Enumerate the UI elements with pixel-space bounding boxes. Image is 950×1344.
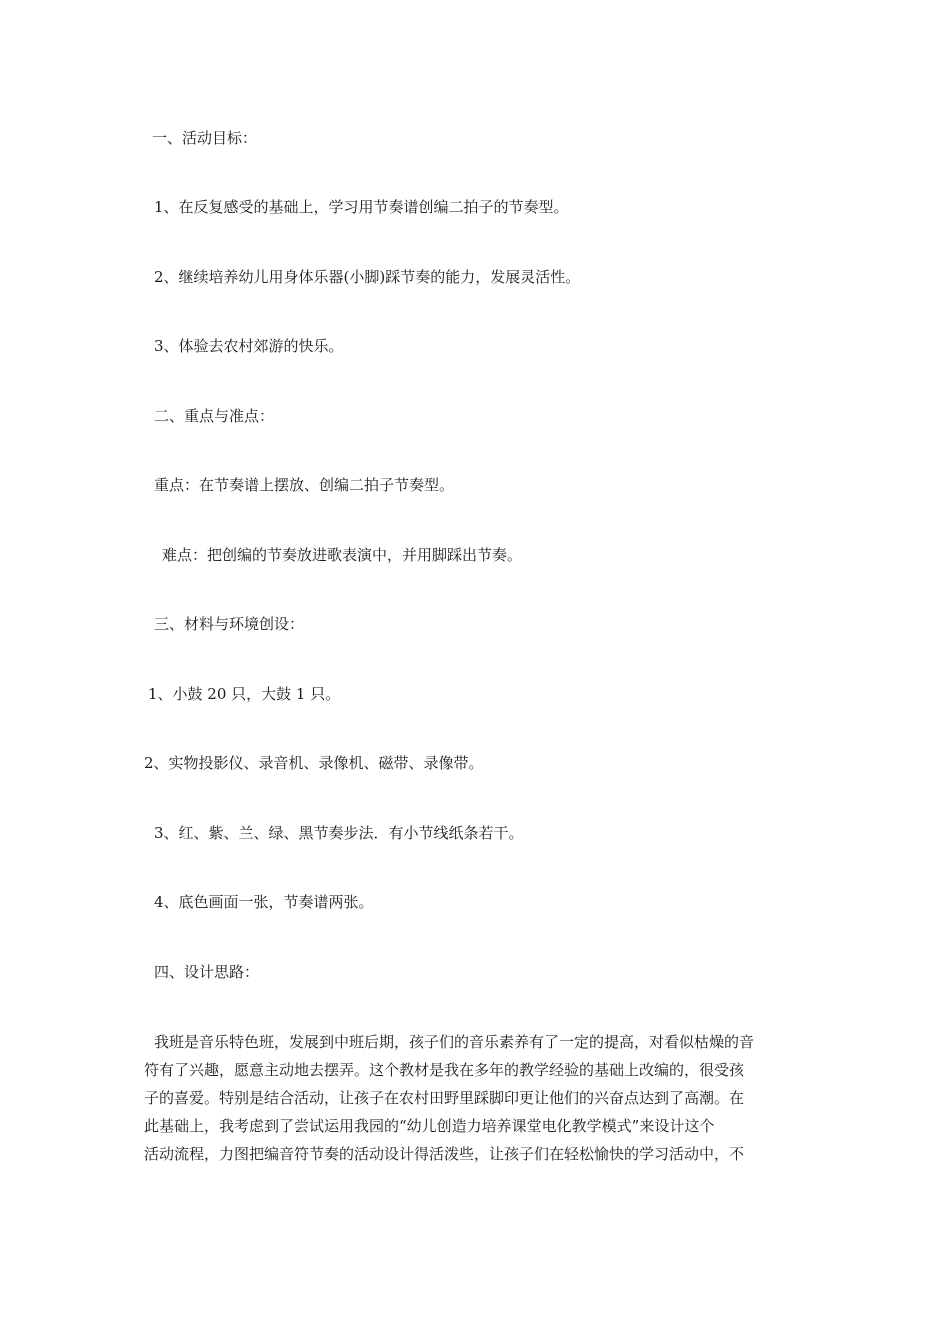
- paragraph-line: 我班是音乐特色班，发展到中班后期，孩子们的音乐素养有了一定的提高，对看似枯燥的音: [154, 1033, 755, 1051]
- heading-materials: 三、材料与环境创设：: [154, 615, 305, 633]
- goal-item-3: 3、体验去农村郊游的快乐。: [154, 337, 344, 355]
- paragraph-line: 活动流程，力图把编音符节奏的活动设计得活泼些，让孩子们在轻松愉快的学习活动中，不: [144, 1145, 745, 1163]
- material-item-1: 1、小鼓 20 只，大鼓 1 只。: [148, 685, 341, 703]
- goal-item-1: 1、在反复感受的基础上，学习用节奏谱创编二拍子的节奏型。: [154, 198, 569, 216]
- paragraph-line: 符有了兴趣，愿意主动地去摆弄。这个教材是我在多年的教学经验的基础上改编的，很受孩: [144, 1061, 745, 1079]
- goal-item-2: 2、继续培养幼儿用身体乐器(小脚)踩节奏的能力，发展灵活性。: [154, 268, 581, 286]
- heading-key-points: 二、重点与准点：: [154, 407, 275, 425]
- difficulty-text: 难点：把创编的节奏放进歌表演中，并用脚踩出节奏。: [162, 546, 523, 564]
- paragraph-line: 子的喜爱。特别是结合活动，让孩子在农村田野里踩脚印更让他们的兴奋点达到了高潮。在: [144, 1089, 745, 1107]
- heading-goals: 一、活动目标：: [152, 129, 258, 147]
- design-paragraph: [144, 1028, 808, 1168]
- key-point-text: 重点：在节奏谱上摆放、创编二拍子节奏型。: [154, 476, 455, 494]
- material-item-4: 4、底色画面一张，节奏谱两张。: [154, 893, 374, 911]
- material-item-3: 3、红、紫、兰、绿、黑节奏步法．有小节线纸条若干。: [154, 824, 524, 842]
- heading-design: 四、设计思路：: [154, 963, 260, 981]
- material-item-2: 2、实物投影仪、录音机、录像机、磁带、录像带。: [144, 754, 484, 772]
- paragraph-line: 此基础上，我考虑到了尝试运用我园的“幼儿创造力培养课堂电化教学模式”来设计这个: [144, 1117, 715, 1135]
